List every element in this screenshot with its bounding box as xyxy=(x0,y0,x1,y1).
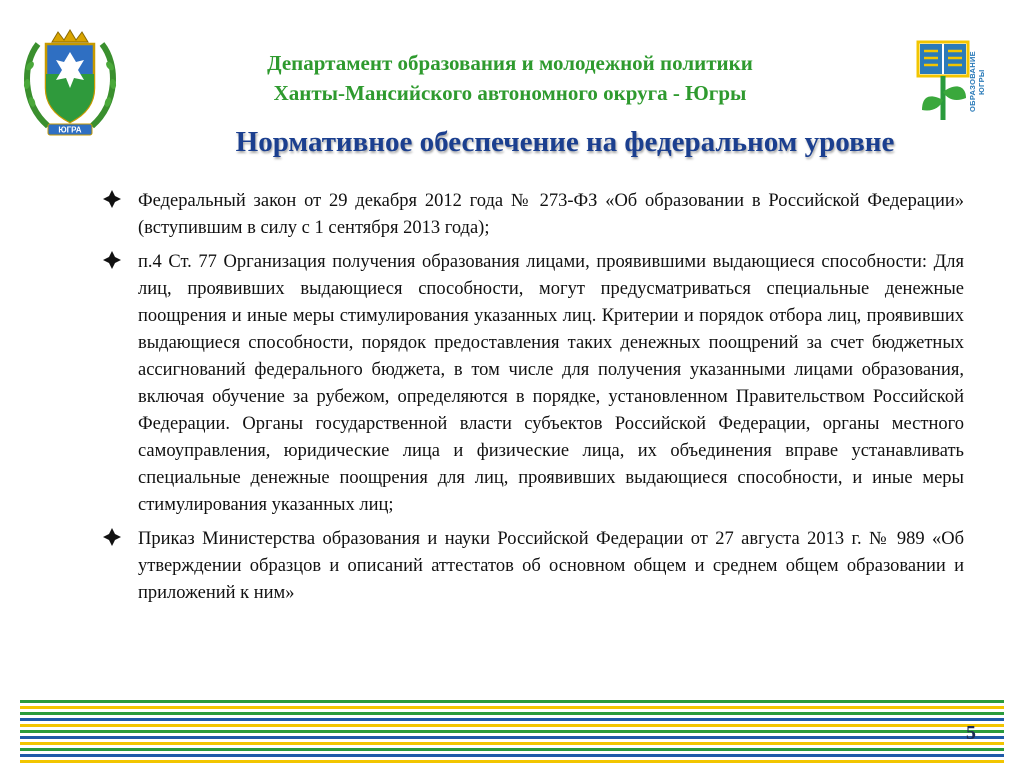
stripe-line xyxy=(20,742,1004,745)
list-item xyxy=(100,188,964,242)
decorative-stripes xyxy=(20,700,1004,768)
emblem-caption: ЮГРА xyxy=(58,125,82,135)
list-item xyxy=(100,249,964,519)
stripe-line xyxy=(20,700,1004,703)
document-list xyxy=(100,188,964,614)
stripe-line xyxy=(20,718,1004,721)
page-title: Нормативное обеспечение на федеральном уровне xyxy=(235,126,895,158)
diamond-bullet-icon xyxy=(102,250,122,270)
stripe-line xyxy=(20,724,1004,727)
list-item-text: Приказ Министерства образования и науки Российской Федерации от 27 августа 2013 г. № 989 «Об утверждении образцов и описаний аттестатов об основном общем и среднем общем образовании и приложений к ним» xyxy=(138,529,964,603)
stripe-line xyxy=(20,736,1004,739)
stripe-line xyxy=(20,754,1004,757)
list-item-text: п.4 Ст. 77 Организация получения образования лицами, проявившими выдающиеся способности: Для лиц, проявивших выдающиеся способности, могут предусматриваться специальные денежные поощрения и иные меры стимулирования указанных лиц. Критерии и порядок отбора лиц, проявивших выдающиеся способности, порядок предоставления таких денежных поощрений за счет бюджетных ассигнований федерального бюджета, в том числе для получения указанными лицами образования, включая обучение за рубежом, определяются в порядке, установленном Правительством Российской Федерации. Органы государственной власти субъектов Российской Федерации, органы местного самоуправления, юридические лица и физические лица, их объединения вправе устанавливать специальные денежные поощрения для лиц, проявивших выдающиеся способности, и иные меры стимулирования указанных лиц; xyxy=(138,252,964,515)
stripe-line xyxy=(20,712,1004,715)
list-item-text: Федеральный закон от 29 декабря 2012 года № 273-ФЗ «Об образовании в Российской Федерации» (вступившим в силу с 1 сентября 2013 года); xyxy=(138,191,964,238)
diamond-bullet-icon xyxy=(102,189,122,209)
department-name-line1: Департамент образования и молодежной политики xyxy=(267,51,753,75)
list-item xyxy=(100,526,964,607)
page-number: 5 xyxy=(966,722,976,744)
stripe-line xyxy=(20,760,1004,763)
department-name-line2: Ханты-Мансийского автономного округа - Югры xyxy=(273,81,747,105)
stripe-line xyxy=(20,748,1004,751)
coat-of-arms-icon xyxy=(18,26,122,138)
diamond-bullet-icon xyxy=(102,527,122,547)
education-logo-text: ОБРАЗОВАНИЕ ЮГРЫ xyxy=(968,51,986,113)
stripe-line xyxy=(20,706,1004,709)
stripe-line xyxy=(20,730,1004,733)
